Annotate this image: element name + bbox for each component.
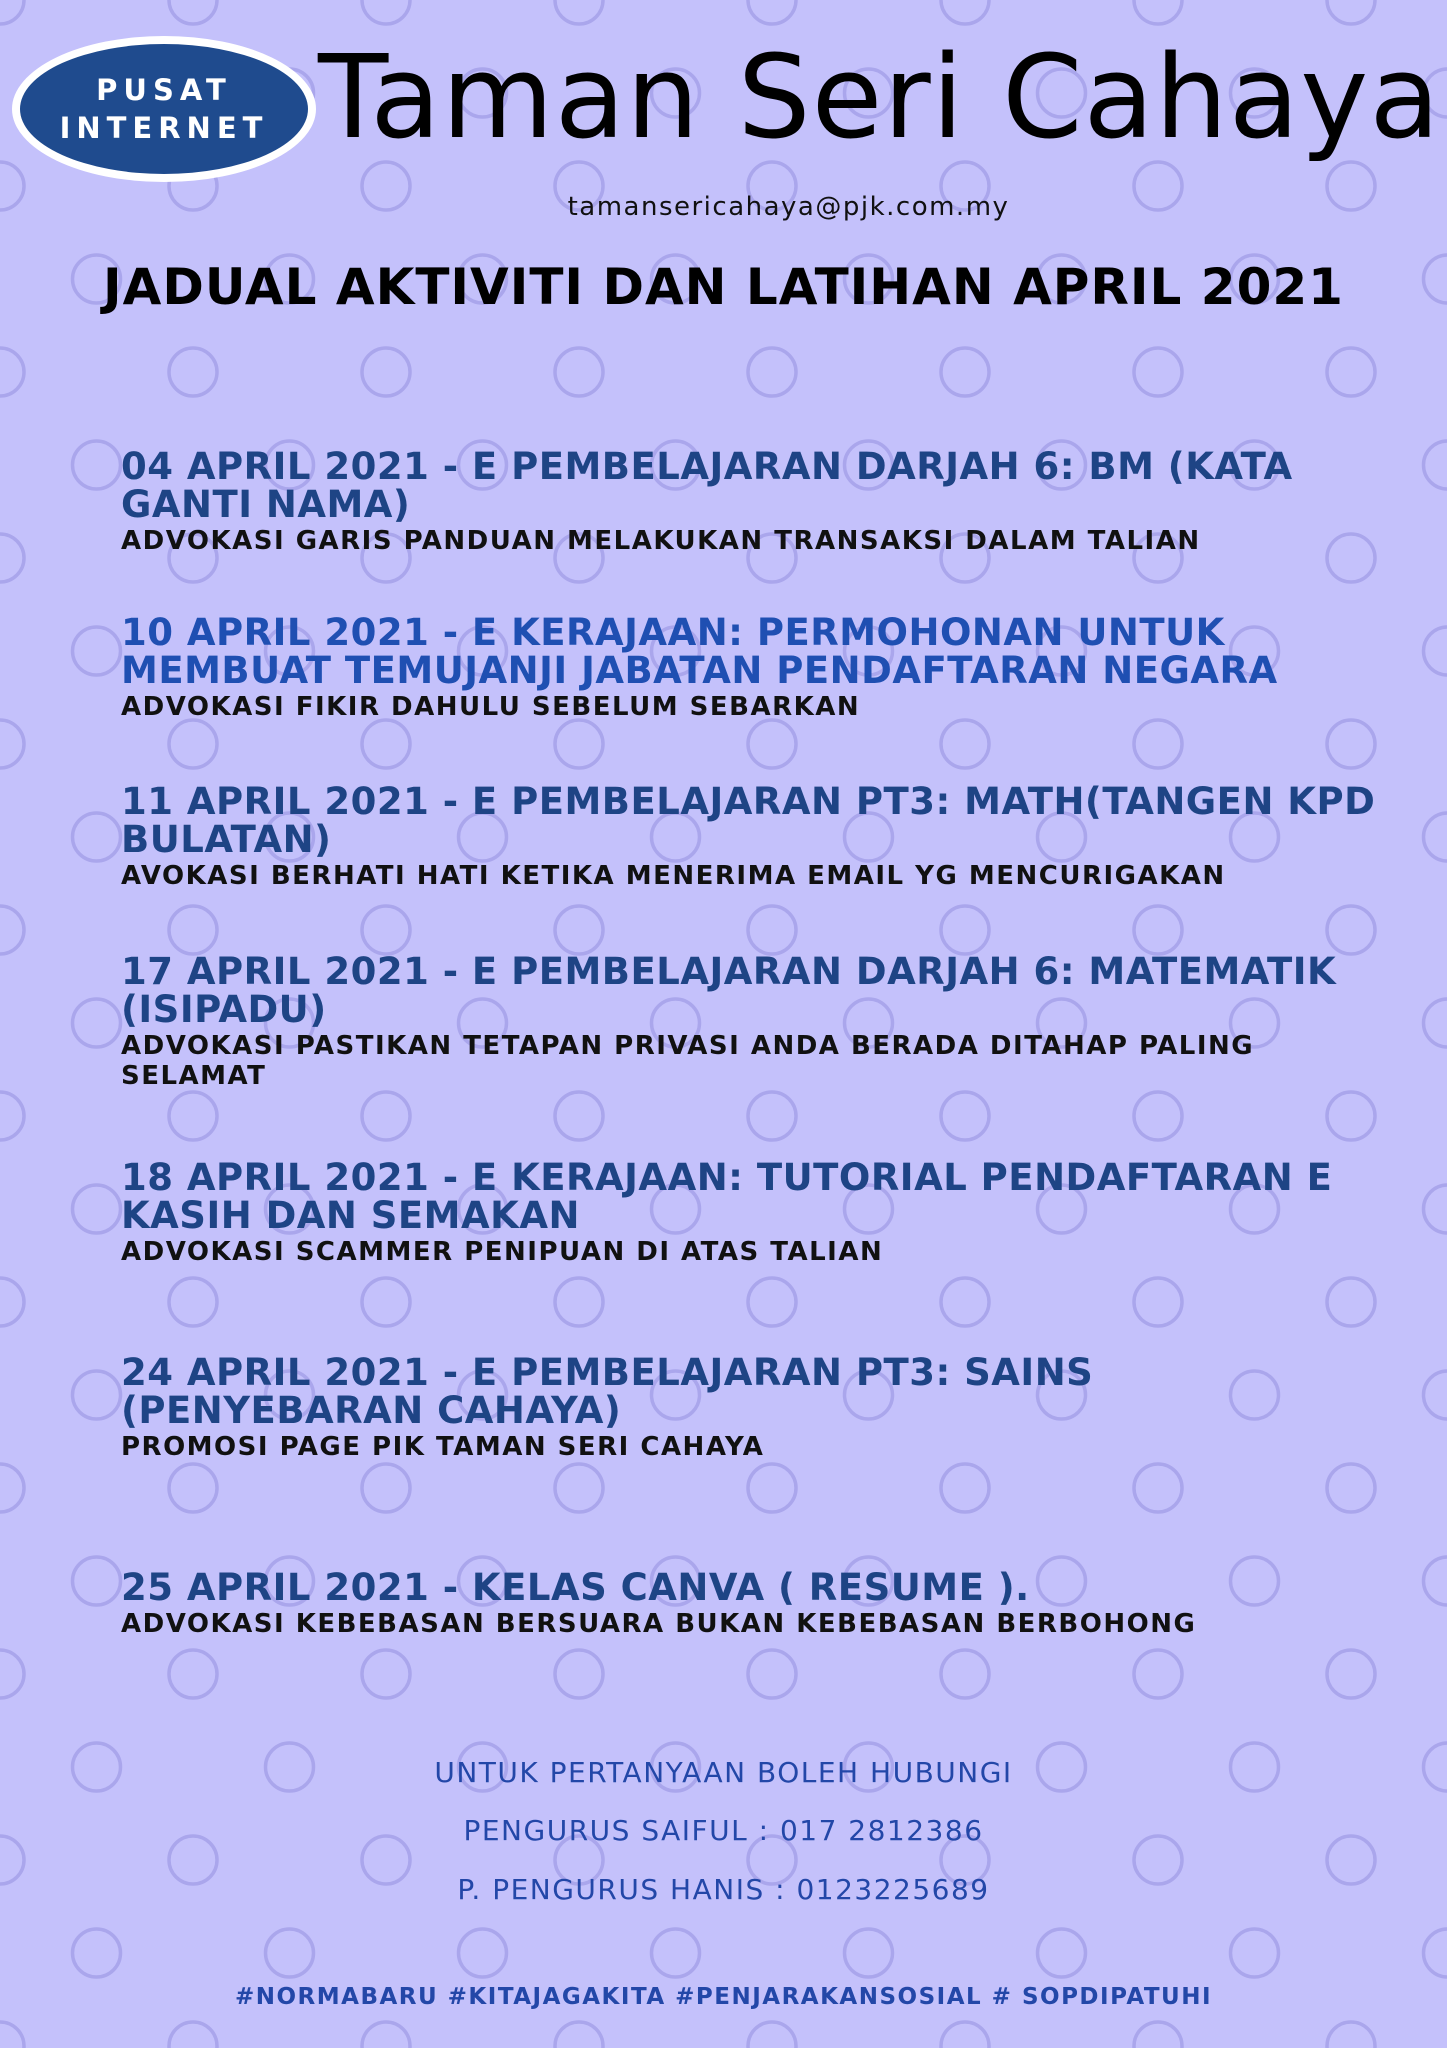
logo-line-pusat: PUSAT: [96, 73, 232, 107]
event-title: 11 APRIL 2021 - E PEMBELAJARAN PT3: MATH(TANGEN KPD BULATAN): [121, 780, 1376, 861]
event-title: 25 APRIL 2021 - KELAS CANVA ( RESUME ).: [121, 1566, 1030, 1609]
contact-line-saiful: PENGURUS SAIFUL : 017 2812386: [463, 1814, 984, 1847]
site-title: Taman Seri Cahaya: [318, 31, 1441, 165]
event-item: [121, 1156, 1381, 1267]
event-note: ADVOKASI SCAMMER PENIPUAN DI ATAS TALIAN: [121, 1237, 884, 1267]
event-title: 04 APRIL 2021 - E PEMBELAJARAN DARJAH 6: BM (KATA GANTI NAMA): [121, 445, 1293, 526]
schedule-heading: JADUAL AKTIVITI DAN LATIHAN APRIL 2021: [103, 258, 1344, 316]
event-item: [121, 1566, 1381, 1639]
event-note: AVOKASI BERHATI HATI KETIKA MENERIMA EMAIL YG MENCURIGAKAN: [121, 861, 1226, 891]
event-item: [121, 780, 1381, 891]
event-note: PROMOSI PAGE PIK TAMAN SERI CAHAYA: [121, 1432, 765, 1462]
event-note: ADVOKASI KEBEBASAN BERSUARA BUKAN KEBEBASAN BERBOHONG: [121, 1609, 1197, 1639]
event-title: 18 APRIL 2021 - E KERAJAAN: TUTORIAL PENDAFTARAN E KASIH DAN SEMAKAN: [121, 1156, 1333, 1237]
logo-line-internet: INTERNET: [59, 111, 269, 145]
event-title: 17 APRIL 2021 - E PEMBELAJARAN DARJAH 6: MATEMATIK (ISIPADU): [121, 950, 1337, 1031]
event-item: [121, 950, 1381, 1091]
event-note: ADVOKASI FIKIR DAHULU SEBELUM SEBARKAN: [121, 692, 861, 722]
event-item: [121, 445, 1381, 556]
hashtags: #NORMABARU #KITAJAGAKITA #PENJARAKANSOSIAL # SOPDIPATUHI: [234, 1984, 1213, 2010]
contact-line-hanis: P. PENGURUS HANIS : 0123225689: [457, 1873, 990, 1906]
event-item: [121, 1351, 1381, 1462]
site-email: tamansericahaya@pjk.com.my: [567, 192, 1010, 222]
event-note: ADVOKASI GARIS PANDUAN MELAKUKAN TRANSAKSI DALAM TALIAN: [121, 526, 1201, 556]
pusat-internet-logo: [12, 36, 316, 182]
event-item: [121, 611, 1381, 722]
contact-heading: UNTUK PERTANYAAN BOLEH HUBUNGI: [434, 1756, 1013, 1789]
event-title: 10 APRIL 2021 - E KERAJAAN: PERMOHONAN UNTUK MEMBUAT TEMUJANJI JABATAN PENDAFTARAN NEGARA: [121, 611, 1278, 692]
event-note: ADVOKASI PASTIKAN TETAPAN PRIVASI ANDA BERADA DITAHAP PALING SELAMAT: [121, 1031, 1255, 1091]
event-title: 24 APRIL 2021 - E PEMBELAJARAN PT3: SAINS (PENYEBARAN CAHAYA): [121, 1351, 1094, 1432]
